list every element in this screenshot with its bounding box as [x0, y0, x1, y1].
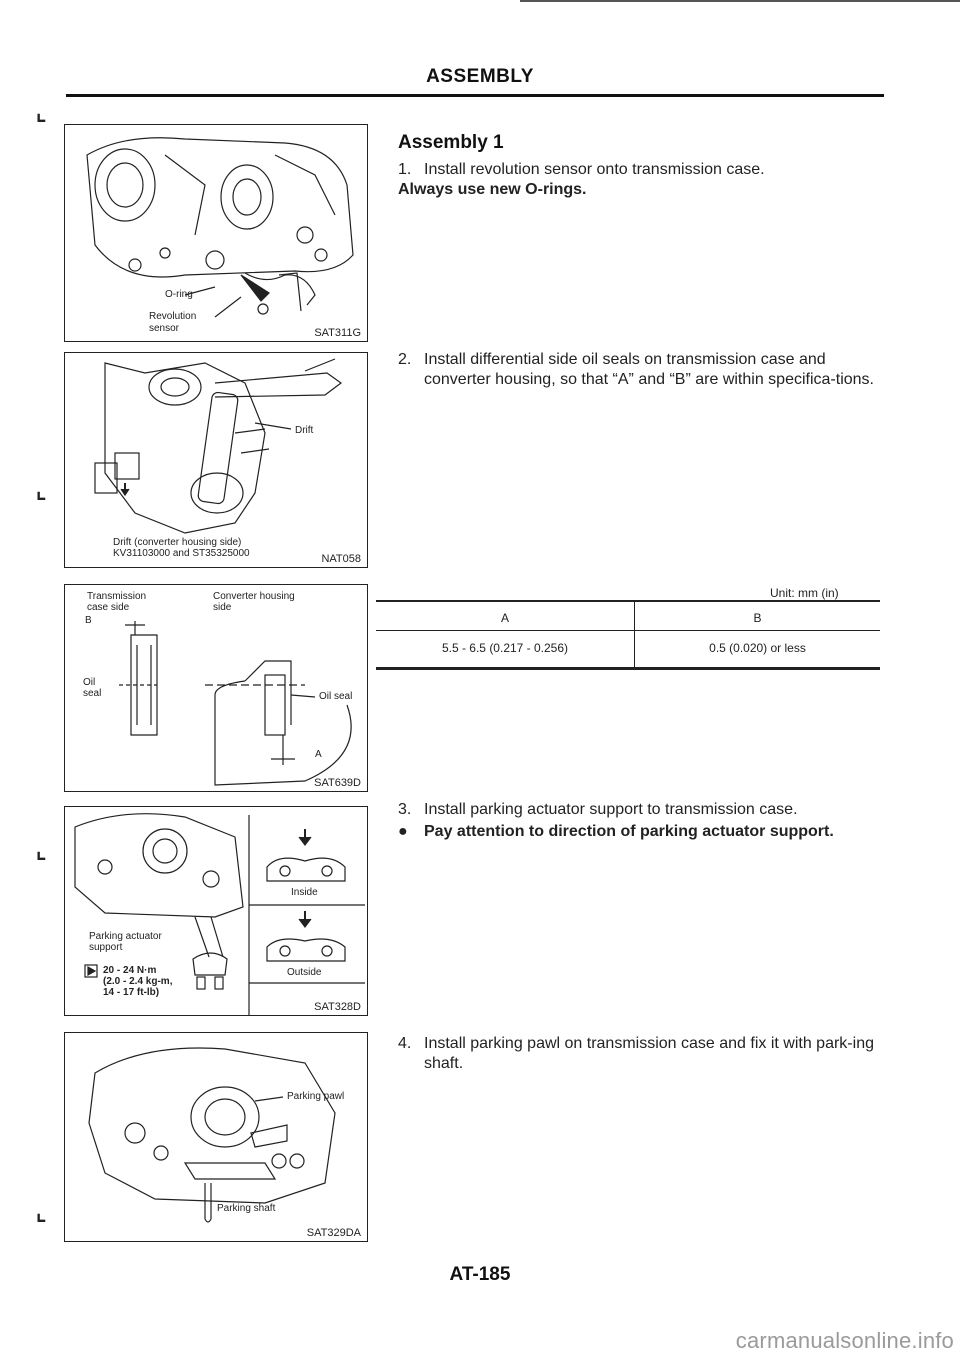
page-number: AT-185: [449, 1264, 511, 1285]
oil-seal-illustration: [65, 585, 367, 791]
spec-table-grid: [376, 600, 880, 670]
drift-illustration: [65, 353, 367, 567]
revolution-sensor-illustration: [65, 125, 367, 341]
step-3: [398, 800, 882, 820]
oil-label: Oil: [83, 677, 96, 688]
drift-description-label: Drift (converter housing side): [113, 537, 242, 548]
corner-mark: ⌞: [36, 1200, 47, 1225]
section-heading: Assembly 1: [398, 132, 504, 153]
housing-side-label: side: [213, 602, 232, 613]
figure-code: SAT311G: [314, 327, 361, 339]
figure-parking-pawl: [64, 1032, 368, 1242]
support-label: support: [89, 942, 123, 953]
figure-code: NAT058: [321, 553, 361, 565]
step-text: Install revolution sensor onto transmission case.: [424, 161, 765, 178]
step-number: 1.: [398, 161, 412, 178]
watermark: carmanualsonline.info: [735, 1328, 954, 1353]
title-rule: [66, 94, 884, 97]
parking-actuator-label: Parking actuator: [89, 931, 162, 942]
spec-table: [376, 600, 880, 670]
inside-label: Inside: [291, 887, 318, 898]
bullet-icon: ●: [398, 823, 408, 840]
step-number: 3.: [398, 801, 412, 818]
transmission-label: Transmission: [87, 591, 147, 602]
tool-number-label: KV31103000 and ST35325000: [113, 548, 250, 559]
unit-note: Unit: mm (in): [770, 586, 839, 600]
figure-code: SAT328D: [314, 1001, 361, 1013]
step-number: 4.: [398, 1035, 412, 1052]
outside-label: Outside: [287, 967, 322, 978]
step-text: Install parking pawl on transmission case and fix it with park-ing shaft.: [424, 1035, 874, 1072]
step-2: [398, 350, 882, 390]
converter-housing-label: Converter housing: [213, 591, 295, 602]
step-text: Install parking actuator support to transmission case.: [424, 801, 798, 818]
top-edge-rule: [520, 0, 960, 2]
corner-mark: ⌞: [36, 478, 47, 503]
figure-revolution-sensor: [64, 124, 368, 342]
step-1-note: Always use new O-rings.: [398, 181, 587, 198]
parking-pawl-label: Parking pawl: [287, 1091, 345, 1102]
corner-mark: ⌞: [36, 100, 47, 125]
header-a: A: [376, 601, 635, 631]
figure-code: SAT329DA: [306, 1227, 361, 1239]
step-1: [398, 160, 878, 180]
header-b: B: [753, 611, 762, 625]
parking-pawl-illustration: [65, 1033, 367, 1241]
seal-label: seal: [83, 688, 102, 699]
drift-label: Drift: [295, 425, 314, 436]
dimension-b-label: B: [85, 615, 92, 626]
dimension-a-label: A: [315, 749, 322, 760]
parking-shaft-label: Parking shaft: [217, 1203, 276, 1214]
table-row: [376, 631, 880, 669]
oil-seal-label: Oil seal: [319, 691, 353, 702]
step-text: Install differential side oil seals on transmission case and converter housing, so that “A” and “B” are within specifica-tions.: [424, 351, 874, 388]
step-3-bullet: [398, 822, 882, 842]
value-a: 5.5 - 6.5 (0.217 - 0.256): [376, 631, 635, 669]
page-title: ASSEMBLY: [426, 66, 534, 87]
torque-kgm-label: (2.0 - 2.4 kg-m,: [103, 976, 173, 987]
bullet-text: Pay attention to direction of parking actuator support.: [424, 823, 834, 840]
figure-code: SAT639D: [314, 777, 361, 789]
torque-nm-label: 20 - 24 N·m: [103, 965, 157, 976]
case-side-label: case side: [87, 602, 130, 613]
step-4: [398, 1034, 882, 1074]
revolution-label: Revolution: [149, 311, 197, 322]
value-b: 0.5 (0.020) or less: [709, 641, 806, 655]
figure-parking-actuator: [64, 806, 368, 1016]
sensor-label: sensor: [149, 323, 180, 334]
figure-drift: [64, 352, 368, 568]
torque-ftlb-label: 14 - 17 ft-lb): [103, 987, 160, 998]
step-number: 2.: [398, 351, 412, 368]
corner-mark: ⌞: [36, 838, 47, 863]
table-header-row: [376, 601, 880, 631]
figure-oil-seals: [64, 584, 368, 792]
o-ring-label: O-ring: [165, 289, 193, 300]
